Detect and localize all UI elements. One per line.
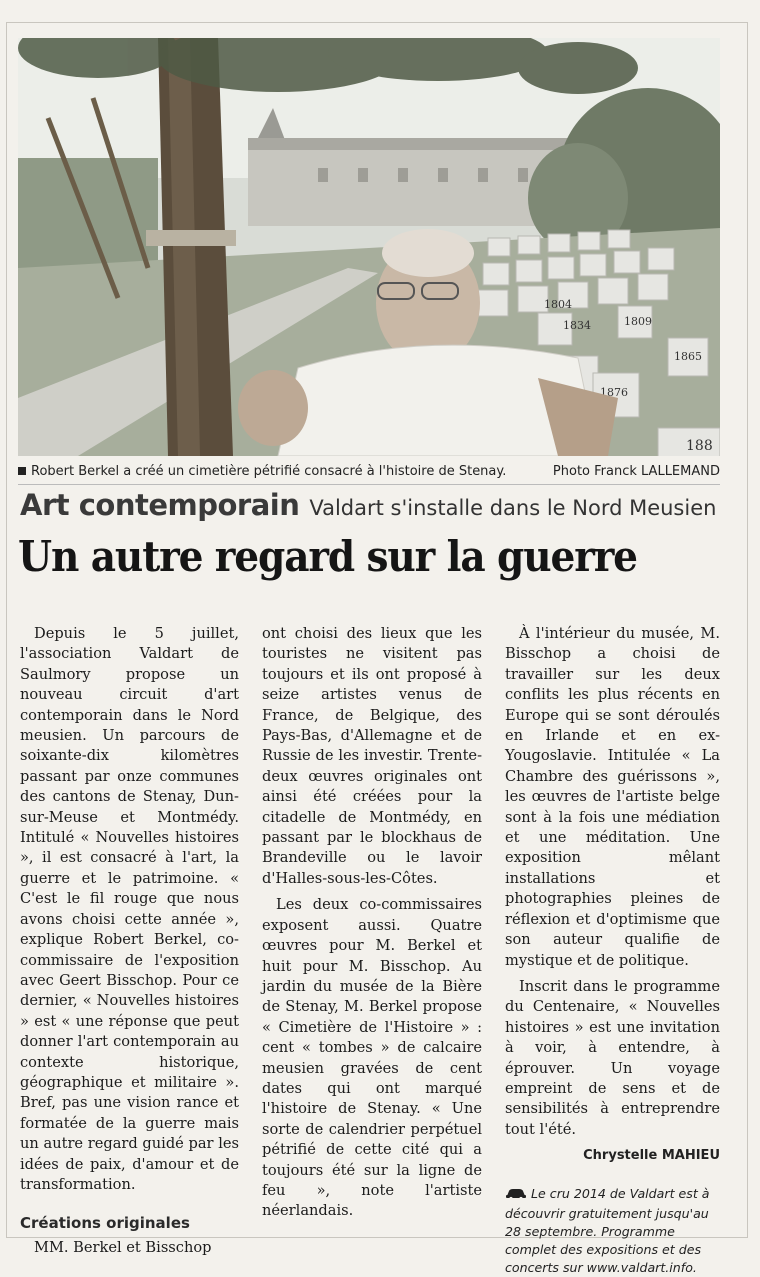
author-signature: Chrystelle MAHIEU: [583, 1148, 720, 1164]
divider: [18, 484, 720, 485]
paragraph: Inscrit dans le programme du Centenaire, « Nouvelles histoires » est une invitation à voir, à entendre, à éprouver. Un voyage empreint de sens et de sensibilités à entreprendre tout l'été.: [505, 977, 720, 1138]
info-text: Le cru 2014 de Valdart est à découvrir gratuitement jusqu'au 28 septembre. Programme complet des expositions et des concerts sur www.valdart.info.: [505, 1185, 710, 1275]
headstone-label: 1865: [674, 350, 702, 363]
car-icon: [505, 1187, 527, 1205]
paragraph: Depuis le 5 juillet, l'association Valdart de Saulmory propose un nouveau circuit d'art contemporain dans le Nord meusien. Un parcours de soixante-dix kilomètres passant par onze communes des cantons de Stenay, Dun-sur-Meuse et Montmédy. Intitulé « Nouvelles histoires », il est consacré à l'art, la guerre et le patrimoine. « C'est le fil rouge que nous avons choisi cette année », explique Robert Berkel, co-commissaire de l'exposition avec Geert Bisschop. Pour ce dernier, « Nouvelles histoires » est « une réponse que peut donner l'art contemporain au contexte historique, géographique et militaire ». Bref, pas une vision rance et formatée de la guerre mais un autre regard guidé par les idées de paix, d'amour et de transformation.: [20, 625, 239, 1193]
headstone-label: 1834: [563, 319, 591, 332]
headline: Un autre regard sur la guerre: [18, 532, 637, 581]
info-box: [505, 1185, 720, 1277]
paragraph: MM. Berkel et Bisschop: [34, 1238, 212, 1256]
photo-credit: Photo Franck LALLEMAND: [552, 463, 720, 479]
article-photo: [18, 38, 720, 456]
column-2: [262, 624, 482, 1222]
photo-caption: [18, 460, 720, 482]
article-kicker: [20, 488, 740, 522]
column-3: [505, 624, 720, 1277]
headstone-label: 1876: [600, 386, 628, 399]
headstone-label: 1809: [624, 315, 652, 328]
subheading: Créations originales: [20, 1214, 190, 1233]
caption-bullet: [18, 467, 26, 475]
rubric: Art contemporain: [20, 488, 300, 522]
caption-text: Robert Berkel a créé un cimetière pétrifié consacré à l'histoire de Stenay.: [31, 463, 507, 479]
column-1: [20, 624, 239, 1258]
headstone-label: 1804: [544, 298, 572, 311]
paragraph: ont choisi des lieux que les touristes ne visitent pas toujours et ils ont proposé à seize artistes venus de France, de Belgique, des Pays-Bas, d'Allemagne et de Russie de les investir. Trente-deux œuvres originales ont ainsi été créées pour la citadelle de Montmédy, en passant par le blockhaus de Brandeville ou le lavoir d'Halles-sous-les-Côtes.: [262, 625, 482, 887]
paragraph: À l'intérieur du musée, M. Bisschop a choisi de travailler sur les deux conflits les plus récents en Europe qui se sont déroulés en Irlande et en ex-Yougoslavie. Intitulée « La Chambre des guérissons », les œuvres de l'artiste belge sont à la fois une médiation et une méditation. Une exposition mêlant installations et photographies pleines de réflexion et d'optimisme que son auteur qualifie de mystique et de politique.: [505, 625, 720, 969]
subtitle: Valdart s'installe dans le Nord Meusien: [309, 496, 717, 520]
headstone-label: 188: [686, 438, 713, 454]
paragraph: Les deux co-commissaires exposent aussi. Quatre œuvres pour M. Berkel et huit pour M. Bisschop. Au jardin du musée de la Bière de Stenay, M. Berkel propose « Cimetière de l'Histoire » : cent « tombes » de calcaire meusien gravées de cent dates qui ont marqué l'histoire de Stenay. « Une sorte de calendrier perpétuel pétrifié de cette cité qui a toujours été sur la ligne de feu », note l'artiste néerlandais.: [262, 896, 482, 1220]
